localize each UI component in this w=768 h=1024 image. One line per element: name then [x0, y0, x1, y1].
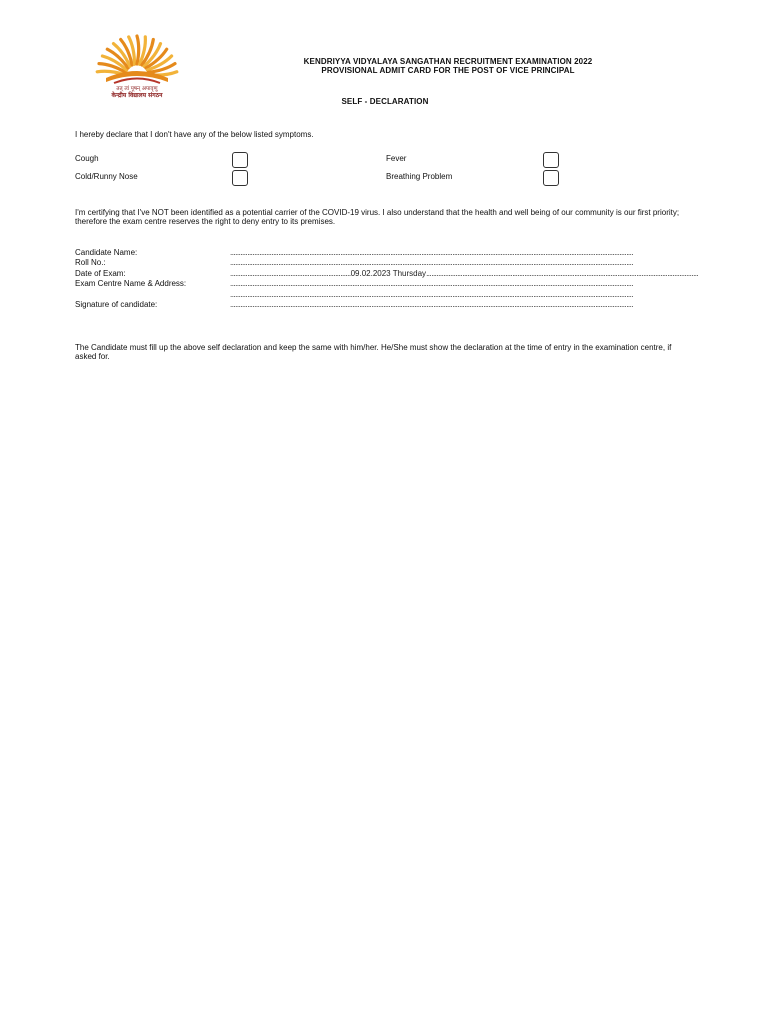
- dots-after-date: ..............................................................................................................................................................: [426, 269, 699, 278]
- symptom-breathing-label: Breathing Problem: [386, 172, 453, 181]
- symptom-fever-label: Fever: [386, 154, 407, 163]
- certification-text: I'm certifying that I've NOT been identified as a potential carrier of the COVID-19 virus. I also understand that the health and well being of our community is our first priority; therefore the exam centre reserves the right to deny entry to its premises.: [75, 208, 680, 226]
- breathing-checkbox[interactable]: [543, 170, 559, 186]
- kvs-sun-emblem-icon: [92, 34, 182, 102]
- candidate-name-label: Candidate Name:: [75, 248, 138, 257]
- declaration-intro: I hereby declare that I don't have any of the below listed symptoms.: [75, 130, 314, 139]
- date-of-exam-field: [230, 269, 699, 278]
- roll-no-field[interactable]: ..........................................................................................................................................................................................................................................: [230, 258, 634, 267]
- signature-label: Signature of candidate:: [75, 300, 158, 309]
- dots-before-date: ......................................................................: [230, 269, 351, 278]
- header-line-2: PROVISIONAL ADMIT CARD FOR THE POST OF VICE PRINCIPAL: [321, 66, 575, 75]
- fever-checkbox[interactable]: [543, 152, 559, 168]
- signature-field[interactable]: ..........................................................................................................................................................................................................................................: [230, 300, 634, 309]
- date-of-exam-label: Date of Exam:: [75, 269, 126, 278]
- sun-ray: [137, 36, 139, 64]
- candidate-name-field[interactable]: ..........................................................................................................................................................................................................................................: [230, 248, 634, 257]
- header-line-1: KENDRIYYA VIDYALAYA SANGATHAN RECRUITMENT EXAMINATION 2022: [303, 57, 593, 66]
- date-of-exam-value: 09.02.2023 Thursday: [350, 269, 427, 278]
- footer-note: The Candidate must fill up the above self declaration and keep the same with him/her. He/She must show the declaration at the time of entry in the examination centre, if asked for.: [75, 343, 672, 361]
- exam-centre-field-line-2[interactable]: ..........................................................................................................................................................................................................................................: [230, 290, 634, 299]
- cough-checkbox[interactable]: [232, 152, 248, 168]
- logo-motto: तत् त्वं पूषन् अपावृणु: [116, 86, 158, 92]
- logo-name: केन्द्रीय विद्यालय संगठन: [111, 92, 163, 99]
- exam-centre-label: Exam Centre Name & Address:: [75, 279, 187, 288]
- roll-no-label: Roll No.:: [75, 258, 106, 267]
- section-title: SELF - DECLARATION: [341, 97, 429, 106]
- symptom-cough-label: Cough: [75, 154, 99, 163]
- cold-checkbox[interactable]: [232, 170, 248, 186]
- kvs-logo: [92, 34, 182, 102]
- exam-centre-field-line-1[interactable]: ..........................................................................................................................................................................................................................................: [230, 279, 634, 288]
- symptom-cold-label: Cold/Runny Nose: [75, 172, 138, 181]
